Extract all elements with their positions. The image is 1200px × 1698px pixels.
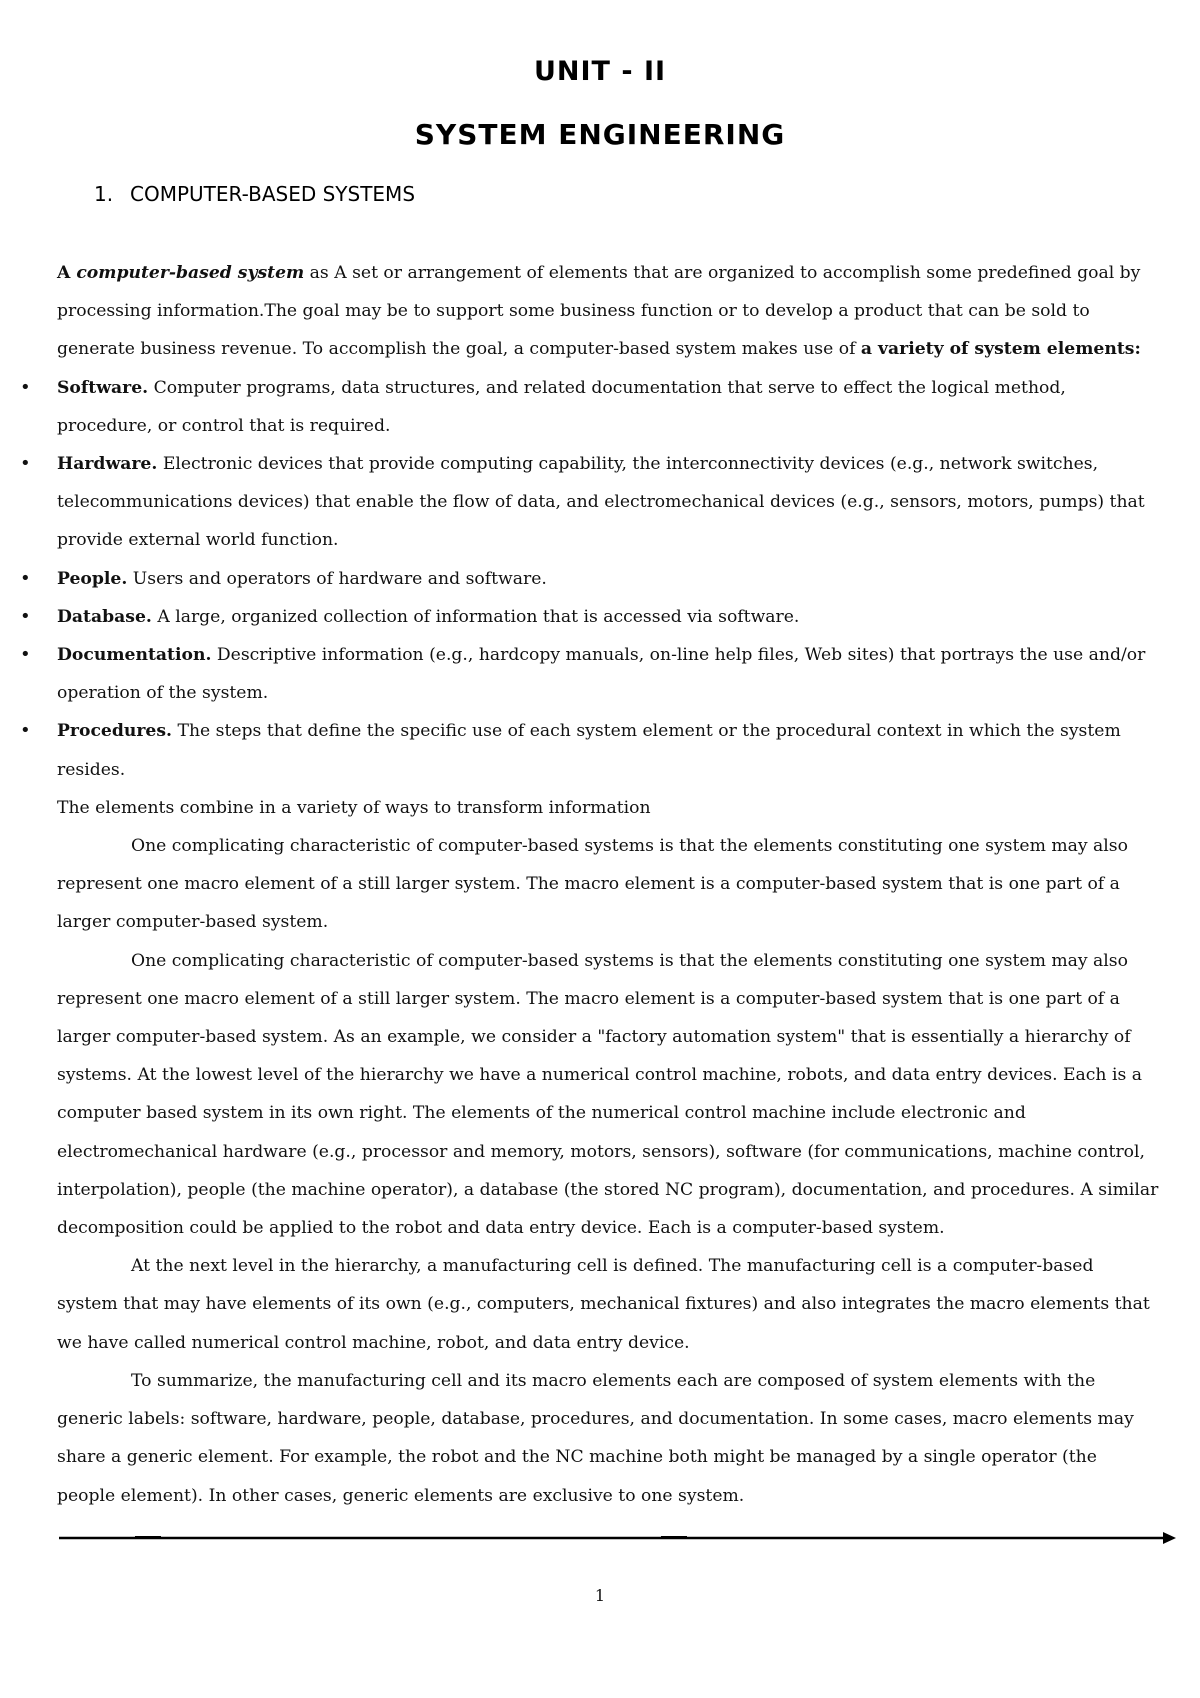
list-item [20, 712, 1159, 788]
unit-title: UNIT - II [533, 56, 667, 87]
intro-paragraph [57, 254, 1159, 369]
element-label: Procedures. [57, 721, 173, 742]
list-item [20, 560, 1159, 598]
list-item [20, 445, 1159, 560]
body-paragraph: One complicating characteristic of computer-based systems is that the elements constituting one system may also represent one macro element of a still larger system. The macro element is a computer-based system that is one part of a larger computer-based system. As an example, we consider a "factory automation system" that is essentially a hierarchy of systems. At the lowest level of the hierarchy we have a numerical control machine, robots, and data entry devices. Each is a computer based system in its own right. The elements of the numerical control machine include electronic and electromechanical hardware (e.g., processor and memory, motors, sensors), software (for communications, machine control, interpolation), people (the machine operator), a database (the stored NC program), documentation, and procedures. A similar decomposition could be applied to the robot and data entry device. Each is a computer-based system. [57, 950, 1159, 1239]
element-label: Database. [57, 606, 152, 627]
body-paragraph: At the next level in the hierarchy, a manufacturing cell is defined. The manufacturing cell is a computer-based system that may have elements of its own (e.g., computers, mechanical fixtures) and also integrates the macro elements that we have called numerical control machine, robot, and data entry device. [57, 1256, 1150, 1353]
bullet-icon: • [20, 376, 31, 398]
element-text: Electronic devices that provide computing capability, the interconnectivity devices (e.g., network switches, telecommunications devices) that enable the flow of data, and electromechanical devices (e.g., sensors, motors, pumps) that provide external world function. [57, 454, 1145, 551]
section-number: 1. [94, 182, 114, 206]
element-text: Computer programs, data structures, and related documentation that serve to effect the logical method, procedure, or control that is required. [57, 377, 1066, 436]
element-label: Software. [57, 377, 149, 398]
element-label: Documentation. [57, 645, 212, 666]
bullet-icon: • [20, 720, 31, 742]
element-label: People. [57, 568, 128, 589]
list-item [20, 636, 1159, 712]
section-title: COMPUTER-BASED SYSTEMS [130, 182, 416, 206]
bullet-icon: • [20, 453, 31, 475]
element-text: Descriptive information (e.g., hardcopy manuals, on-line help files, Web sites) that portrays the use and/or operation of the system. [57, 645, 1146, 704]
list-item [20, 369, 1159, 445]
body-paragraph: One complicating characteristic of computer-based systems is that the elements constituting one system may also represent one macro element of a still larger system. The macro element is a computer-based system that is one part of a larger computer-based system. [57, 836, 1128, 933]
main-title: SYSTEM ENGINEERING [414, 118, 786, 151]
section-heading [94, 182, 415, 206]
list-item [20, 598, 1159, 636]
element-text: A large, organized collection of information that is accessed via software. [151, 606, 800, 627]
bullet-icon: • [20, 567, 31, 589]
bullet-icon: • [20, 644, 31, 666]
element-text: Users and operators of hardware and software. [127, 568, 547, 589]
page-number: 1 [594, 1586, 606, 1605]
arrow-divider-icon [57, 1531, 1177, 1545]
combine-line: The elements combine in a variety of ways to transform information [57, 797, 651, 818]
bullet-icon: • [20, 605, 31, 627]
intro-term: computer-based system [76, 263, 305, 283]
element-label: Hardware. [57, 454, 158, 475]
intro-bold-tail: a variety of system elements: [860, 339, 1141, 360]
body-paragraph: To summarize, the manufacturing cell and its macro elements each are composed of system elements with the generic labels: software, hardware, people, database, procedures, and documentation. In some cases, macro elements may share a generic element. For example, the robot and the NC machine both might be managed by a single operator (the people element). In other cases, generic elements are exclusive to one system. [57, 1370, 1134, 1506]
document-body [20, 254, 1159, 1515]
intro-text: as A set or arrangement of elements that are organized to accomplish some predefined goal by processing information.The goal may be to support some business function or to develop a product that can be sold to generate business revenue. To accomplish the goal, a computer-based system makes use of [57, 263, 1141, 360]
element-text: The steps that define the specific use of each system element or the procedural context in which the system resides. [57, 721, 1121, 780]
intro-lead: A [57, 263, 77, 283]
